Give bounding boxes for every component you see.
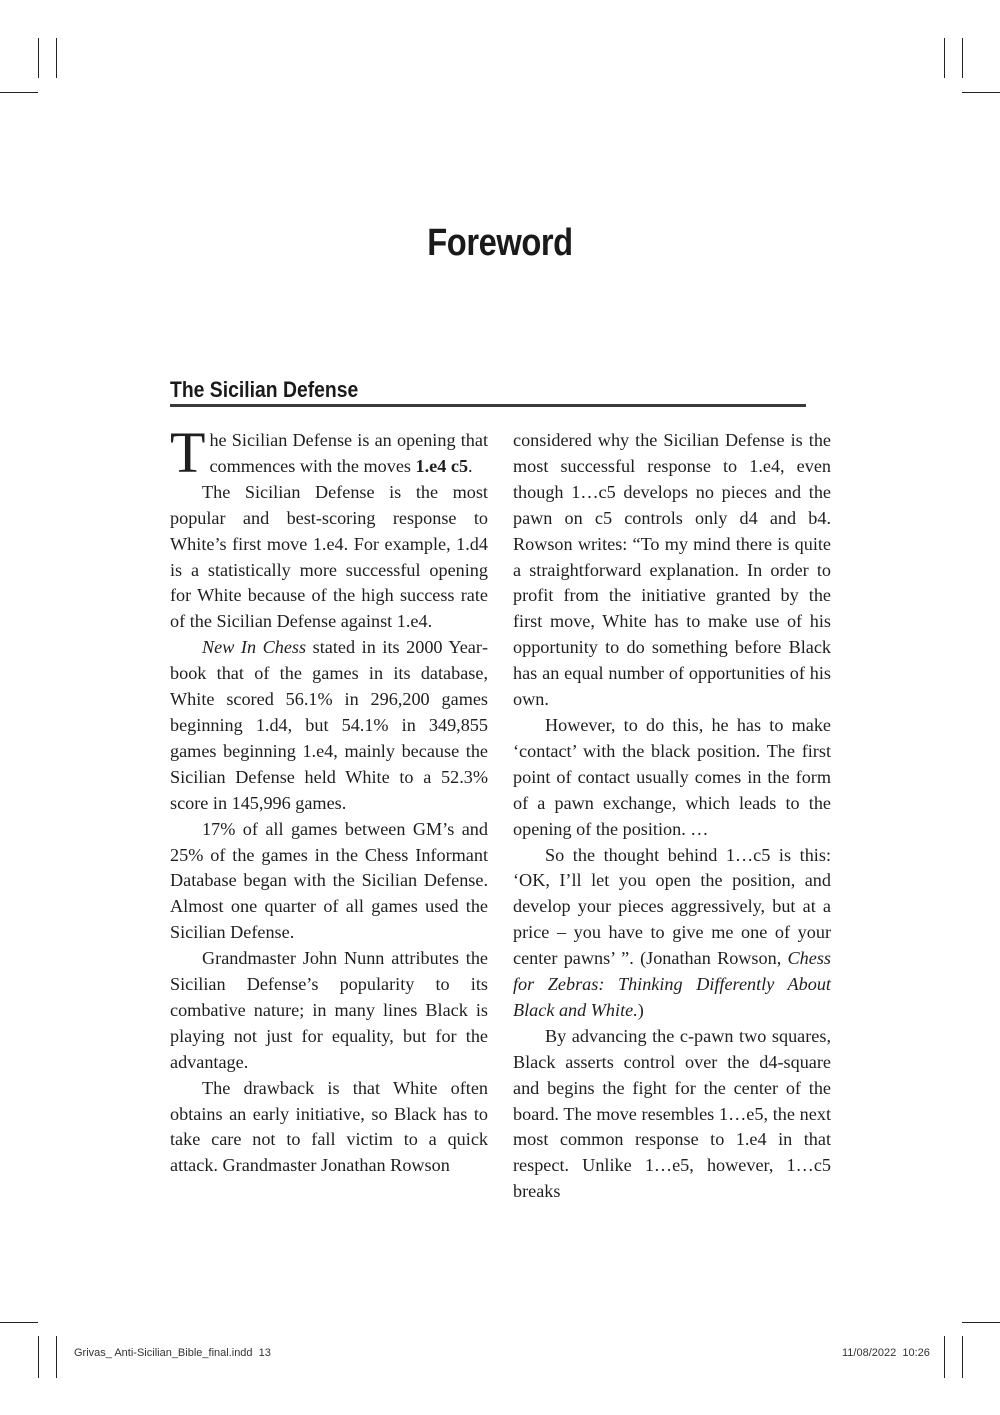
text-column-right: [513, 428, 831, 1205]
slug-date: 11/08/2022: [842, 1347, 897, 1359]
chapter-title: Foreword: [427, 222, 573, 264]
crop-mark: [944, 38, 945, 78]
paragraph: considered why the Sicilian Defense is the most successful response to 1.e4, even though 1…c5 develops no pieces and the pawn on c5 controls only d4 and b4. Rowson writes: “To my mind there is quite a straightforward explanation. In order to profit from the initiative granted by the first move, White has to make use of his opportunity to do something before Black has an equal number of opportunities of his own.: [513, 430, 831, 710]
crop-mark: [962, 1322, 1000, 1323]
paragraph: [170, 635, 488, 816]
crop-mark: [944, 1336, 945, 1378]
slug-filename: Grivas_ Anti-Sicilian_Bible_final.indd: [74, 1347, 253, 1359]
slug-file-info: [74, 1347, 271, 1359]
publication-title: New In Chess: [202, 637, 307, 658]
drop-cap: T: [170, 420, 206, 485]
slug-timestamp: [842, 1347, 930, 1359]
crop-mark: [0, 1322, 38, 1323]
section-heading: The Sicilian Defense: [170, 377, 359, 402]
section-rule: [170, 404, 806, 407]
paragraph: Grandmaster John Nunn attributes the Sicilian Defense’s popularity to its combative nature; in many lines Black is playing not just for equality, but for the advantage.: [170, 948, 488, 1072]
crop-mark: [0, 92, 38, 93]
slug-time: 10:26: [902, 1347, 930, 1359]
paragraph: [513, 843, 831, 1024]
paragraph-text: he Sicilian Defense is an opening that commences with the moves: [209, 430, 488, 476]
chess-moves: 1.e4 c5: [415, 455, 469, 476]
book-title: Chess for Zebras: Thinking Differently About Black and White.: [513, 948, 831, 1020]
slug-page-number: 13: [258, 1347, 271, 1359]
paragraph: However, to do this, he has to make ‘contact’ with the black position. The first point of contact usually comes in the form of a pawn exchange, which leads to the opening of the position. …: [513, 714, 831, 839]
paragraph: By advancing the c-pawn two squares, Black asserts control over the d4-square and begins the fight for the center of the board. The move resembles 1…e5, the next most common response to 1.e4 in that respect. Unlike 1…e5, however, 1…c5 breaks: [513, 1025, 831, 1202]
crop-mark: [962, 1336, 963, 1378]
paragraph: The drawback is that White often obtains an early initiative, so Black has to take care not to fall victim to a quick attack. Grandmaster Jonathan Rowson: [170, 1077, 488, 1176]
paragraph-text: stated in its 2000 Yearbook that of the games in its database, White scored 56.1% in 296,200 games beginning 1.d4, but 54.1% in 349,855 games beginning 1.e4, mainly because the Sicilian Defense held White to a 52.3% score in 145,996 games.: [170, 637, 489, 813]
text-column-left: [170, 420, 489, 1179]
crop-mark: [962, 38, 963, 78]
crop-mark: [38, 1336, 39, 1378]
crop-mark: [56, 38, 57, 78]
paragraph-text: ): [637, 999, 644, 1020]
crop-mark: [38, 38, 39, 78]
paragraph: 17% of all games between GM’s and 25% of the games in the Chess Informant Database began with the Sicilian Defense. Almost one quarter of all games used the Sicilian Defense.: [170, 818, 488, 943]
paragraph-text: .: [468, 455, 473, 476]
paragraph-text: So the thought behind 1…c5 is this: ‘OK, I’ll let you open the position, and develop your pieces aggressively, but at a price – you have to give me one of your center pawns’ ”. (Jonathan Rowson,: [513, 844, 831, 969]
paragraph: The Sicilian Defense is the most popular and best-scoring response to White’s first move 1.e4. For example, 1.d4 is a statistically more successful opening for White because of the high success rate of the Sicilian Defense against 1.e4.: [170, 481, 488, 632]
crop-mark: [56, 1336, 57, 1378]
paragraph: [170, 420, 488, 485]
crop-mark: [962, 92, 1000, 93]
